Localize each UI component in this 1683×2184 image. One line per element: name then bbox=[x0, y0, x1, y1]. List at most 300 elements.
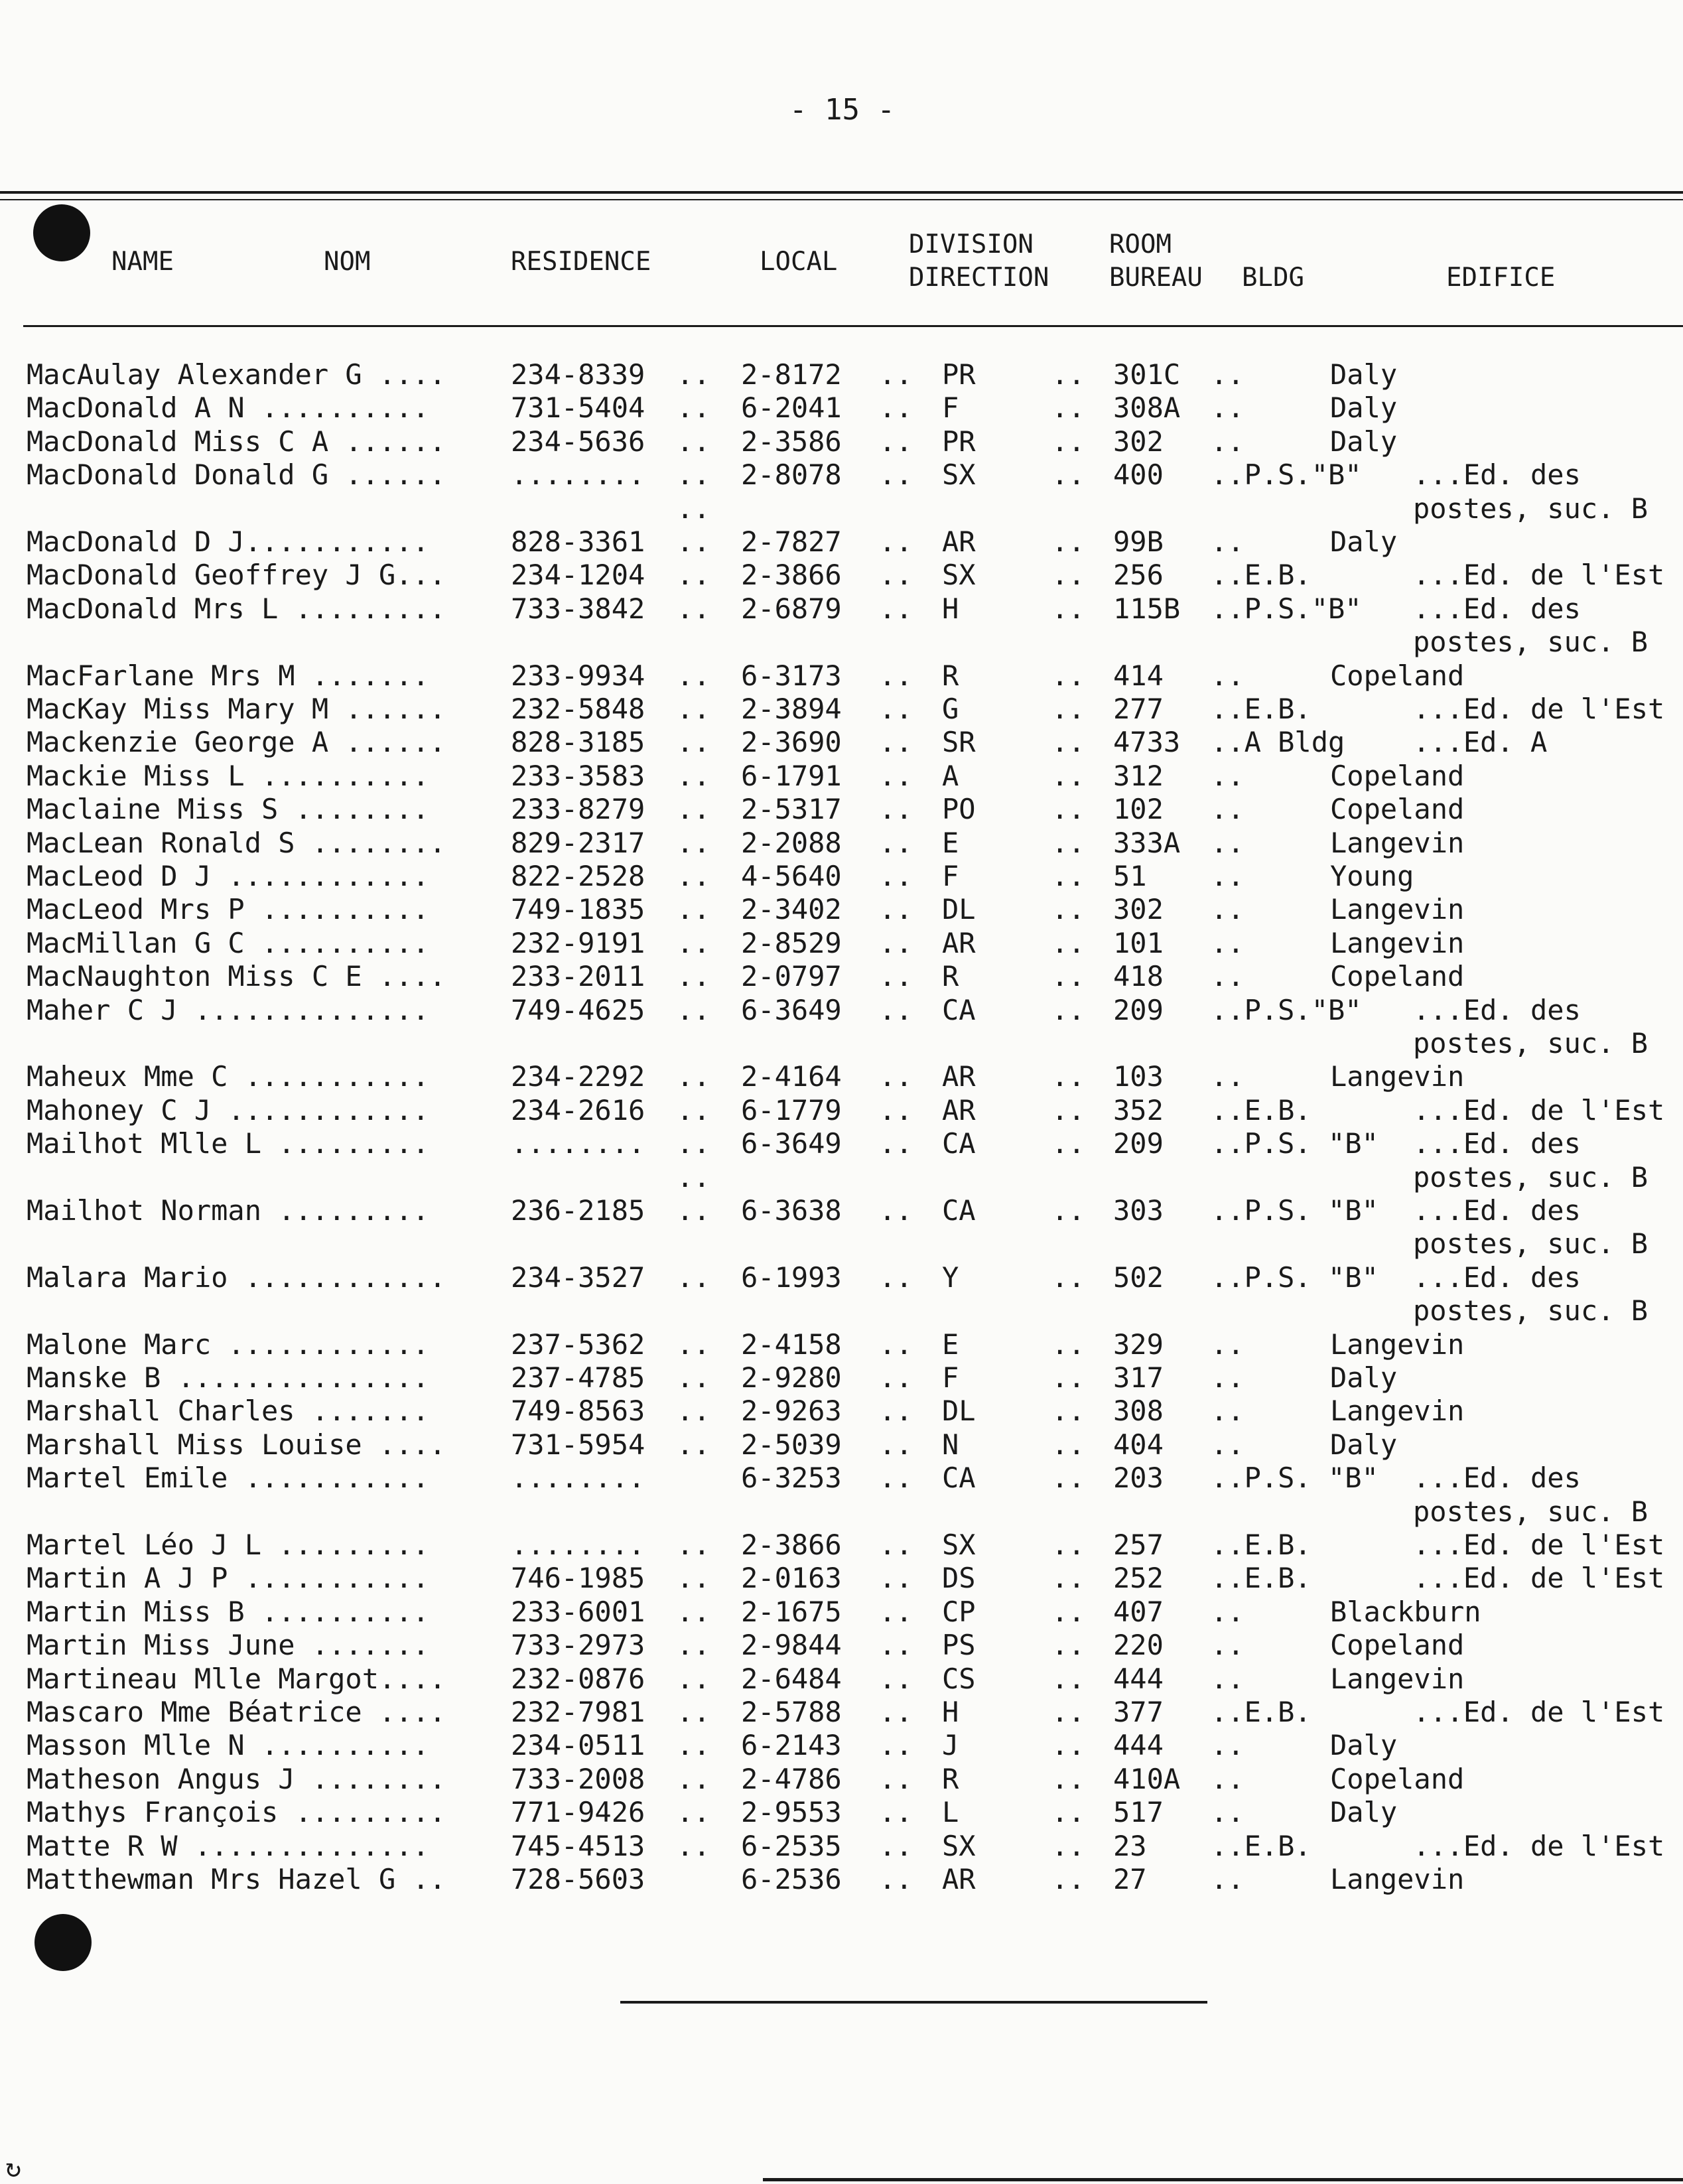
entry-edifice-full: ...Ed. des bbox=[1413, 592, 1581, 625]
header-edifice: EDIFICE bbox=[1446, 263, 1556, 293]
entry-division: DS bbox=[942, 1562, 976, 1595]
entry-edifice: Copeland bbox=[1330, 793, 1465, 826]
entry-edifice: Young bbox=[1330, 860, 1414, 892]
entry-division: CS bbox=[942, 1662, 976, 1695]
entry-residence: 234-0511 bbox=[511, 1729, 645, 1762]
table-row bbox=[0, 1027, 1683, 1060]
entry-division: E bbox=[942, 826, 959, 859]
entry-division: SX bbox=[942, 559, 976, 592]
entry-name: Malone Marc ............ bbox=[27, 1328, 429, 1361]
entry-local: 2-9263 bbox=[741, 1395, 842, 1428]
entry-name: Marshall Charles ....... bbox=[27, 1395, 429, 1428]
entry-room: 302 bbox=[1113, 425, 1164, 458]
header-division: DIVISION bbox=[909, 230, 1034, 259]
entry-name: Mathys François ......... bbox=[27, 1796, 446, 1829]
leader-dots: .. bbox=[879, 592, 913, 625]
entry-division: CA bbox=[942, 1127, 976, 1160]
entry-name: Matheson Angus J ........ bbox=[27, 1762, 446, 1795]
entry-bldg: .. bbox=[1211, 1729, 1245, 1762]
entry-edifice-full: postes, suc. B bbox=[1413, 626, 1649, 659]
entry-edifice-full: ...Ed. A bbox=[1413, 726, 1548, 759]
leader-dots: .. bbox=[879, 1729, 913, 1762]
entry-name: Maheux Mme C ........... bbox=[27, 1060, 429, 1093]
entry-local: 2-7827 bbox=[741, 525, 842, 558]
leader-dots: .. bbox=[879, 391, 913, 425]
table-row bbox=[0, 927, 1683, 960]
entry-room: 101 bbox=[1113, 926, 1164, 959]
entry-name: MacDonald Donald G ...... bbox=[27, 458, 446, 492]
leader-dots: .. bbox=[677, 893, 710, 926]
entry-bldg: ..P.S. "B" bbox=[1211, 1261, 1379, 1294]
leader-dots: .. bbox=[1051, 1328, 1085, 1361]
entry-local: 2-3402 bbox=[741, 893, 842, 926]
entry-bldg: .. bbox=[1211, 1060, 1245, 1093]
entry-bldg: ..P.S. "B" bbox=[1211, 1194, 1379, 1227]
table-row bbox=[0, 1696, 1683, 1729]
entry-local: 2-0797 bbox=[741, 960, 842, 993]
leader-dots: .. bbox=[677, 492, 710, 525]
entry-local: 6-1993 bbox=[741, 1261, 842, 1294]
table-row bbox=[0, 1161, 1683, 1194]
leader-dots: .. bbox=[879, 425, 913, 458]
entry-bldg: .. bbox=[1211, 1762, 1245, 1795]
entry-division: E bbox=[942, 1328, 959, 1361]
entry-name: Marshall Miss Louise .... bbox=[27, 1428, 446, 1461]
entry-division: AR bbox=[942, 1093, 976, 1126]
entry-division: SX bbox=[942, 1529, 976, 1561]
leader-dots: .. bbox=[879, 1328, 913, 1361]
entry-room: 404 bbox=[1113, 1428, 1164, 1461]
leader-dots: .. bbox=[677, 1662, 710, 1695]
entry-name: Maher C J .............. bbox=[27, 993, 429, 1026]
leader-dots: .. bbox=[677, 1562, 710, 1595]
entry-edifice: Daly bbox=[1330, 425, 1398, 458]
entry-bldg: ..E.B. bbox=[1211, 559, 1312, 592]
entry-bldg: .. bbox=[1211, 525, 1245, 558]
entry-name: MacNaughton Miss C E .... bbox=[27, 960, 446, 993]
entry-residence: 749-1835 bbox=[511, 893, 645, 926]
leader-dots: .. bbox=[879, 659, 913, 692]
entry-residence: 232-0876 bbox=[511, 1662, 645, 1695]
leader-dots: .. bbox=[677, 1762, 710, 1795]
leader-dots: .. bbox=[879, 1194, 913, 1227]
leader-dots: .. bbox=[879, 693, 913, 725]
entry-local: 2-0163 bbox=[741, 1562, 842, 1595]
table-row bbox=[0, 793, 1683, 826]
entry-edifice: Copeland bbox=[1330, 659, 1465, 692]
table-row bbox=[0, 760, 1683, 793]
entry-local: 6-3638 bbox=[741, 1194, 842, 1227]
leader-dots: .. bbox=[1051, 391, 1085, 425]
leader-dots: .. bbox=[677, 860, 710, 892]
entry-residence: 234-8339 bbox=[511, 358, 645, 391]
entry-edifice: Copeland bbox=[1330, 1629, 1465, 1662]
entry-residence: 236-2185 bbox=[511, 1194, 645, 1227]
entry-edifice-full: ...Ed. des bbox=[1413, 458, 1581, 492]
entry-residence: ........ bbox=[511, 1529, 645, 1561]
table-row bbox=[0, 1629, 1683, 1662]
entry-name: MacDonald Miss C A ...... bbox=[27, 425, 446, 458]
table-row bbox=[0, 1663, 1683, 1696]
leader-dots: .. bbox=[879, 1462, 913, 1495]
entry-bldg: .. bbox=[1211, 1395, 1245, 1428]
entry-division: Y bbox=[942, 1261, 959, 1294]
leader-dots: .. bbox=[677, 960, 710, 993]
entry-division: PO bbox=[942, 793, 976, 826]
entry-division: R bbox=[942, 960, 959, 993]
table-row bbox=[0, 1227, 1683, 1261]
leader-dots: .. bbox=[1051, 826, 1085, 859]
table-row bbox=[0, 1194, 1683, 1227]
entry-residence: 237-5362 bbox=[511, 1328, 645, 1361]
table-row bbox=[0, 1462, 1683, 1495]
leader-dots: .. bbox=[677, 1395, 710, 1428]
leader-dots: .. bbox=[879, 1261, 913, 1294]
entry-residence: 233-2011 bbox=[511, 960, 645, 993]
leader-dots: .. bbox=[879, 759, 913, 792]
entry-residence: 234-1204 bbox=[511, 559, 645, 592]
leader-dots: .. bbox=[1051, 1093, 1085, 1126]
leader-dots: .. bbox=[879, 1796, 913, 1829]
entry-bldg: ..P.S."B" bbox=[1211, 993, 1362, 1026]
entry-local: 2-3690 bbox=[741, 726, 842, 759]
table-row bbox=[0, 358, 1683, 391]
entry-edifice-full: postes, suc. B bbox=[1413, 1027, 1649, 1059]
entry-bldg: .. bbox=[1211, 1361, 1245, 1394]
leader-dots: .. bbox=[1051, 960, 1085, 993]
leader-dots: .. bbox=[879, 960, 913, 993]
entry-local: 2-3586 bbox=[741, 425, 842, 458]
leader-dots: .. bbox=[879, 458, 913, 492]
header-name: NAME bbox=[111, 247, 174, 277]
entry-local: 2-9280 bbox=[741, 1361, 842, 1394]
entry-edifice-full: ...Ed. des bbox=[1413, 1261, 1581, 1294]
entry-name: MacDonald Mrs L ......... bbox=[27, 592, 446, 625]
entry-name: Mackie Miss L .......... bbox=[27, 759, 429, 792]
entry-division: AR bbox=[942, 1060, 976, 1093]
entry-residence: 233-8279 bbox=[511, 793, 645, 826]
entry-room: 27 bbox=[1113, 1863, 1147, 1895]
entry-local: 2-9844 bbox=[741, 1629, 842, 1662]
table-row bbox=[0, 1127, 1683, 1160]
header-bldg: BLDG bbox=[1242, 263, 1304, 293]
entry-division: G bbox=[942, 693, 959, 725]
entry-bldg: .. bbox=[1211, 1796, 1245, 1829]
leader-dots: .. bbox=[1051, 1127, 1085, 1160]
leader-dots: .. bbox=[1051, 1529, 1085, 1561]
entry-division: F bbox=[942, 391, 959, 425]
entry-division: H bbox=[942, 592, 959, 625]
entry-room: 23 bbox=[1113, 1829, 1147, 1862]
entry-name: MacLeod D J ............ bbox=[27, 860, 429, 892]
entry-bldg: ..P.S. "B" bbox=[1211, 1127, 1379, 1160]
entry-room: 400 bbox=[1113, 458, 1164, 492]
entry-division: J bbox=[942, 1729, 959, 1762]
entry-room: 317 bbox=[1113, 1361, 1164, 1394]
leader-dots: .. bbox=[1051, 559, 1085, 592]
entry-room: 102 bbox=[1113, 793, 1164, 826]
leader-dots: .. bbox=[879, 1093, 913, 1126]
corner-mark: ↻ bbox=[5, 2153, 22, 2183]
entry-edifice-full: ...Ed. de l'Est bbox=[1413, 693, 1665, 725]
entry-bldg: .. bbox=[1211, 1629, 1245, 1662]
leader-dots: .. bbox=[677, 1361, 710, 1394]
leader-dots: .. bbox=[879, 1529, 913, 1561]
entry-division: AR bbox=[942, 525, 976, 558]
entry-residence: 234-3527 bbox=[511, 1261, 645, 1294]
entry-local: 6-3253 bbox=[741, 1462, 842, 1495]
entry-room: 302 bbox=[1113, 893, 1164, 926]
entry-local: 2-9553 bbox=[741, 1796, 842, 1829]
page-number: - 15 - bbox=[789, 93, 895, 127]
header-room: ROOM bbox=[1109, 230, 1172, 259]
entry-edifice: Langevin bbox=[1330, 1060, 1465, 1093]
entry-name: Martel Léo J L ......... bbox=[27, 1529, 429, 1561]
entry-name: Martel Emile ........... bbox=[27, 1462, 429, 1495]
punch-hole-bottom bbox=[34, 1914, 92, 1971]
entry-residence: 771-9426 bbox=[511, 1796, 645, 1829]
entry-room: 517 bbox=[1113, 1796, 1164, 1829]
leader-dots: .. bbox=[1051, 1361, 1085, 1394]
leader-dots: .. bbox=[879, 726, 913, 759]
entry-room: 418 bbox=[1113, 960, 1164, 993]
leader-dots: .. bbox=[677, 391, 710, 425]
entry-room: 308A bbox=[1113, 391, 1181, 425]
leader-dots: .. bbox=[1051, 893, 1085, 926]
entry-residence: 733-3842 bbox=[511, 592, 645, 625]
leader-dots: .. bbox=[677, 525, 710, 558]
leader-dots: .. bbox=[879, 1428, 913, 1461]
table-row bbox=[0, 525, 1683, 559]
entry-local: 6-1779 bbox=[741, 1093, 842, 1126]
entry-name: Matthewman Mrs Hazel G .. bbox=[27, 1863, 446, 1895]
entry-name: MacDonald A N .......... bbox=[27, 391, 429, 425]
entry-local: 6-3173 bbox=[741, 659, 842, 692]
entry-name: Martin A J P ........... bbox=[27, 1562, 429, 1595]
table-row bbox=[0, 1060, 1683, 1093]
leader-dots: .. bbox=[677, 425, 710, 458]
entry-local: 4-5640 bbox=[741, 860, 842, 892]
entry-room: 377 bbox=[1113, 1696, 1164, 1728]
leader-dots: .. bbox=[1051, 1428, 1085, 1461]
entry-bldg: ..P.S. "B" bbox=[1211, 1462, 1379, 1495]
leader-dots: .. bbox=[1051, 693, 1085, 725]
entry-division: F bbox=[942, 860, 959, 892]
leader-dots: .. bbox=[1051, 1729, 1085, 1762]
entry-bldg: .. bbox=[1211, 1595, 1245, 1628]
entry-residence: ........ bbox=[511, 1127, 645, 1160]
table-row bbox=[0, 1529, 1683, 1562]
entry-room: 277 bbox=[1113, 693, 1164, 725]
entry-local: 6-2536 bbox=[741, 1863, 842, 1895]
leader-dots: .. bbox=[677, 659, 710, 692]
leader-dots: .. bbox=[1051, 1595, 1085, 1628]
entry-room: 329 bbox=[1113, 1328, 1164, 1361]
leader-dots: .. bbox=[677, 826, 710, 859]
entry-name: Masson Mlle N .......... bbox=[27, 1729, 429, 1762]
entry-name: MacAulay Alexander G .... bbox=[27, 358, 446, 391]
entry-edifice-full: postes, suc. B bbox=[1413, 492, 1649, 525]
leader-dots: .. bbox=[1051, 1696, 1085, 1728]
entry-edifice-full: ...Ed. de l'Est bbox=[1413, 559, 1665, 592]
table-row bbox=[0, 425, 1683, 458]
leader-dots: .. bbox=[1051, 525, 1085, 558]
leader-dots: .. bbox=[677, 926, 710, 959]
entry-local: 2-8529 bbox=[741, 926, 842, 959]
entry-edifice: Daly bbox=[1330, 1428, 1398, 1461]
entry-residence: 829-2317 bbox=[511, 826, 645, 859]
table-row bbox=[0, 1863, 1683, 1896]
entry-name: Mackenzie George A ...... bbox=[27, 726, 446, 759]
entry-local: 2-3866 bbox=[741, 559, 842, 592]
leader-dots: .. bbox=[677, 559, 710, 592]
leader-dots: .. bbox=[879, 1395, 913, 1428]
leader-dots: .. bbox=[677, 1595, 710, 1628]
leader-dots: .. bbox=[677, 793, 710, 826]
entry-bldg: ..E.B. bbox=[1211, 1093, 1312, 1126]
leader-dots: .. bbox=[879, 1829, 913, 1862]
table-row bbox=[0, 492, 1683, 525]
table-row bbox=[0, 559, 1683, 592]
entry-bldg: ..P.S."B" bbox=[1211, 592, 1362, 625]
entry-bldg: ..A Bldg bbox=[1211, 726, 1345, 759]
entry-room: 407 bbox=[1113, 1595, 1164, 1628]
leader-dots: .. bbox=[677, 458, 710, 492]
leader-dots: .. bbox=[879, 826, 913, 859]
entry-edifice: Blackburn bbox=[1330, 1595, 1481, 1628]
leader-dots: .. bbox=[1051, 592, 1085, 625]
entry-local: 2-4786 bbox=[741, 1762, 842, 1795]
entry-edifice-full: ...Ed. de l'Est bbox=[1413, 1829, 1665, 1862]
leader-dots: .. bbox=[1051, 1762, 1085, 1795]
table-row bbox=[0, 1562, 1683, 1595]
table-row bbox=[0, 693, 1683, 726]
entry-residence: 234-5636 bbox=[511, 425, 645, 458]
leader-dots: .. bbox=[879, 993, 913, 1026]
entry-residence: 745-4513 bbox=[511, 1829, 645, 1862]
entry-room: 203 bbox=[1113, 1462, 1164, 1495]
leader-dots: .. bbox=[677, 1729, 710, 1762]
entry-division: SR bbox=[942, 726, 976, 759]
entry-bldg: .. bbox=[1211, 826, 1245, 859]
leader-dots: .. bbox=[879, 525, 913, 558]
table-row bbox=[0, 626, 1683, 659]
entry-name: MacDonald Geoffrey J G... bbox=[27, 559, 446, 592]
table-row bbox=[0, 726, 1683, 759]
table-row bbox=[0, 893, 1683, 926]
table-row bbox=[0, 1395, 1683, 1428]
entry-edifice: Daly bbox=[1330, 525, 1398, 558]
entry-bldg: .. bbox=[1211, 1328, 1245, 1361]
entry-local: 6-3649 bbox=[741, 1127, 842, 1160]
table-row bbox=[0, 592, 1683, 626]
table-row bbox=[0, 1261, 1683, 1294]
leader-dots: .. bbox=[677, 1194, 710, 1227]
entry-division: PR bbox=[942, 358, 976, 391]
entry-residence: 233-9934 bbox=[511, 659, 645, 692]
entry-bldg: ..P.S."B" bbox=[1211, 458, 1362, 492]
entry-room: 333A bbox=[1113, 826, 1181, 859]
entry-room: 51 bbox=[1113, 860, 1147, 892]
header-top-rule-thin bbox=[0, 199, 1683, 200]
entry-bldg: .. bbox=[1211, 759, 1245, 792]
entry-residence: 828-3361 bbox=[511, 525, 645, 558]
entry-edifice: Langevin bbox=[1330, 926, 1465, 959]
entry-room: 444 bbox=[1113, 1729, 1164, 1762]
leader-dots: .. bbox=[879, 1863, 913, 1895]
leader-dots: .. bbox=[677, 1428, 710, 1461]
leader-dots: .. bbox=[1051, 1395, 1085, 1428]
leader-dots: .. bbox=[1051, 1060, 1085, 1093]
entry-edifice-full: ...Ed. des bbox=[1413, 1462, 1581, 1495]
entry-residence: ........ bbox=[511, 1462, 645, 1495]
punch-hole-top bbox=[33, 204, 90, 261]
entry-name: MacFarlane Mrs M ....... bbox=[27, 659, 429, 692]
entry-residence: 731-5404 bbox=[511, 391, 645, 425]
table-row bbox=[0, 994, 1683, 1027]
leader-dots: .. bbox=[879, 893, 913, 926]
header-nom: NOM bbox=[324, 247, 371, 277]
table-row bbox=[0, 1729, 1683, 1762]
leader-dots: .. bbox=[1051, 1629, 1085, 1662]
leader-dots: .. bbox=[1051, 926, 1085, 959]
entry-local: 2-5039 bbox=[741, 1428, 842, 1461]
header-bottom-rule bbox=[23, 325, 1683, 327]
leader-dots: .. bbox=[677, 1127, 710, 1160]
entry-room: 209 bbox=[1113, 993, 1164, 1026]
leader-dots: .. bbox=[879, 559, 913, 592]
leader-dots: .. bbox=[1051, 1462, 1085, 1495]
leader-dots: .. bbox=[879, 1595, 913, 1628]
leader-dots: .. bbox=[1051, 458, 1085, 492]
leader-dots: .. bbox=[879, 358, 913, 391]
entry-room: 414 bbox=[1113, 659, 1164, 692]
header-direction: DIRECTION bbox=[909, 263, 1049, 293]
leader-dots: .. bbox=[677, 1328, 710, 1361]
entry-room: 209 bbox=[1113, 1127, 1164, 1160]
entry-room: 99B bbox=[1113, 525, 1164, 558]
entry-name: Mahoney C J ............ bbox=[27, 1093, 429, 1126]
leader-dots: .. bbox=[1051, 1194, 1085, 1227]
entry-edifice: Daly bbox=[1330, 1729, 1398, 1762]
entry-residence: 237-4785 bbox=[511, 1361, 645, 1394]
table-row bbox=[0, 458, 1683, 492]
entry-bldg: .. bbox=[1211, 358, 1245, 391]
entry-name: Maclaine Miss S ........ bbox=[27, 793, 429, 826]
entry-edifice-full: postes, suc. B bbox=[1413, 1227, 1649, 1261]
table-row bbox=[0, 1094, 1683, 1127]
entry-bldg: .. bbox=[1211, 1428, 1245, 1461]
leader-dots: .. bbox=[677, 759, 710, 792]
entry-room: 256 bbox=[1113, 559, 1164, 592]
header-local: LOCAL bbox=[760, 247, 838, 277]
entry-edifice: Daly bbox=[1330, 1361, 1398, 1394]
entry-room: 502 bbox=[1113, 1261, 1164, 1294]
entry-local: 6-3649 bbox=[741, 993, 842, 1026]
entry-name: MacKay Miss Mary M ...... bbox=[27, 693, 446, 725]
entry-name: MacDonald D J........... bbox=[27, 525, 429, 558]
entry-room: 410A bbox=[1113, 1762, 1181, 1795]
leader-dots: .. bbox=[677, 1160, 710, 1194]
bottom-rule bbox=[620, 2001, 1207, 2004]
entry-division: SX bbox=[942, 1829, 976, 1862]
entry-local: 2-6879 bbox=[741, 592, 842, 625]
entry-room: 301C bbox=[1113, 358, 1181, 391]
entry-room: 303 bbox=[1113, 1194, 1164, 1227]
entry-division: CA bbox=[942, 1462, 976, 1495]
entry-edifice: Langevin bbox=[1330, 826, 1465, 859]
entry-division: CP bbox=[942, 1595, 976, 1628]
